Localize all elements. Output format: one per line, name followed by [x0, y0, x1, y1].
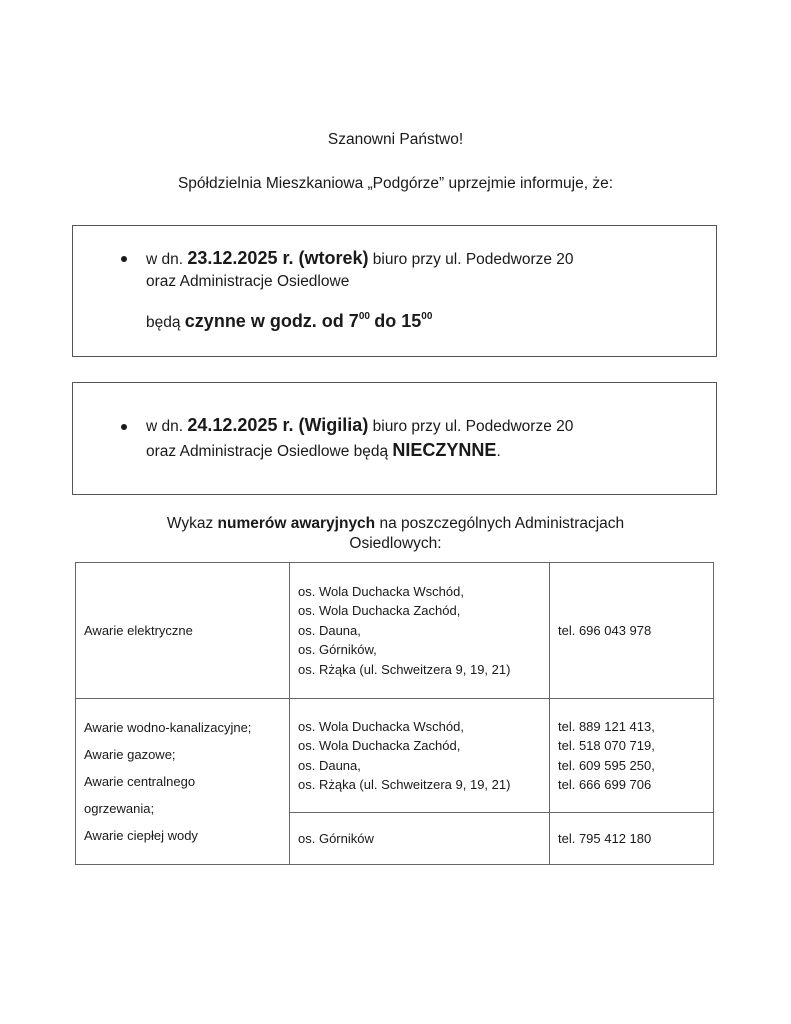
heading-suffix: na poszczególnych Administracjach [379, 515, 625, 532]
notice-box-dec-24 [72, 382, 717, 495]
estates-cell [290, 699, 550, 813]
estate-item: os. Wola Duchacka Wschód, [298, 718, 464, 734]
category-item: Awarie gazowe; [84, 747, 176, 762]
category-item: Awarie centralnego [84, 774, 196, 789]
notice1-close-minutes: 00 [421, 311, 433, 322]
category-cell [76, 699, 290, 865]
emergency-heading [0, 514, 791, 554]
emergency-table [75, 562, 714, 865]
notice2-suffix: . [496, 443, 501, 460]
estate-item: os. Rżąka (ul. Schweitzera 9, 19, 21) [298, 661, 511, 677]
phone-item: tel. 518 070 719, [558, 738, 655, 753]
phone-item: tel. 666 699 706 [558, 777, 652, 792]
phone-cell: tel. 696 043 978 [550, 563, 714, 699]
notice1-will-be: będą [146, 314, 181, 331]
estate-item: os. Dauna, [298, 757, 361, 773]
notice1-hours: czynne w godz. od 7 [184, 311, 359, 331]
notice2-status: NIECZYNNE [392, 440, 497, 460]
heading-prefix: Wykaz [166, 515, 214, 532]
table-row [76, 699, 714, 813]
estate-item: os. Dauna, [298, 622, 361, 638]
notice1-date: 23.12.2025 r. (wtorek) [187, 248, 369, 268]
notice1-open-minutes: 00 [358, 311, 370, 322]
notice1-line1 [146, 248, 574, 269]
phone-item: tel. 889 121 413, [558, 718, 655, 734]
estate-item: os. Wola Duchacka Wschód, [298, 583, 464, 599]
estates-cell [290, 563, 550, 699]
notice1-close-hour: do 15 [374, 311, 422, 331]
notice2-text: oraz Administracje Osiedlowe będą [146, 443, 389, 460]
phone-cell [550, 699, 714, 813]
phone-cell: tel. 795 412 180 [550, 813, 714, 865]
category-item: ogrzewania; [84, 801, 155, 816]
notice2-date: 24.12.2025 r. (Wigilia) [187, 415, 369, 435]
notice-box-dec-23 [72, 225, 717, 357]
notice1-office: biuro przy ul. Podedworze 20 [372, 251, 574, 268]
notice1-line2: oraz Administracje Osiedlowe [146, 273, 350, 290]
phone-item: tel. 609 595 250, [558, 757, 655, 773]
heading-bold: numerów awaryjnych [217, 515, 376, 532]
heading-line2: Osiedlowych: [349, 535, 442, 552]
category-item: Awarie wodno-kanalizacyjne; [84, 720, 252, 735]
notice2-office: biuro przy ul. Podedworze 20 [372, 418, 574, 435]
greeting: Szanowni Państwo! [327, 131, 464, 148]
notice2-prefix: w dn. [146, 418, 184, 435]
category-item: Awarie ciepłej wody [84, 828, 198, 843]
intro-text: Spółdzielnia Mieszkaniowa „Podgórze” uprzejmie informuje, że: [177, 175, 614, 192]
bullet-icon [121, 256, 127, 262]
estate-item: os. Wola Duchacka Zachód, [298, 738, 461, 753]
notice1-line3 [146, 311, 432, 332]
estate-item: os. Wola Duchacka Zachód, [298, 603, 461, 619]
category-cell: Awarie elektryczne [76, 563, 290, 699]
estates-cell: os. Górników [290, 813, 550, 865]
notice2-line2 [146, 440, 501, 461]
notice1-prefix: w dn. [146, 251, 184, 268]
estate-item: os. Rżąka (ul. Schweitzera 9, 19, 21) [298, 777, 511, 792]
table-row [76, 563, 714, 699]
bullet-icon [121, 424, 127, 430]
notice2-line1 [146, 415, 573, 436]
estate-item: os. Górników, [298, 642, 377, 658]
